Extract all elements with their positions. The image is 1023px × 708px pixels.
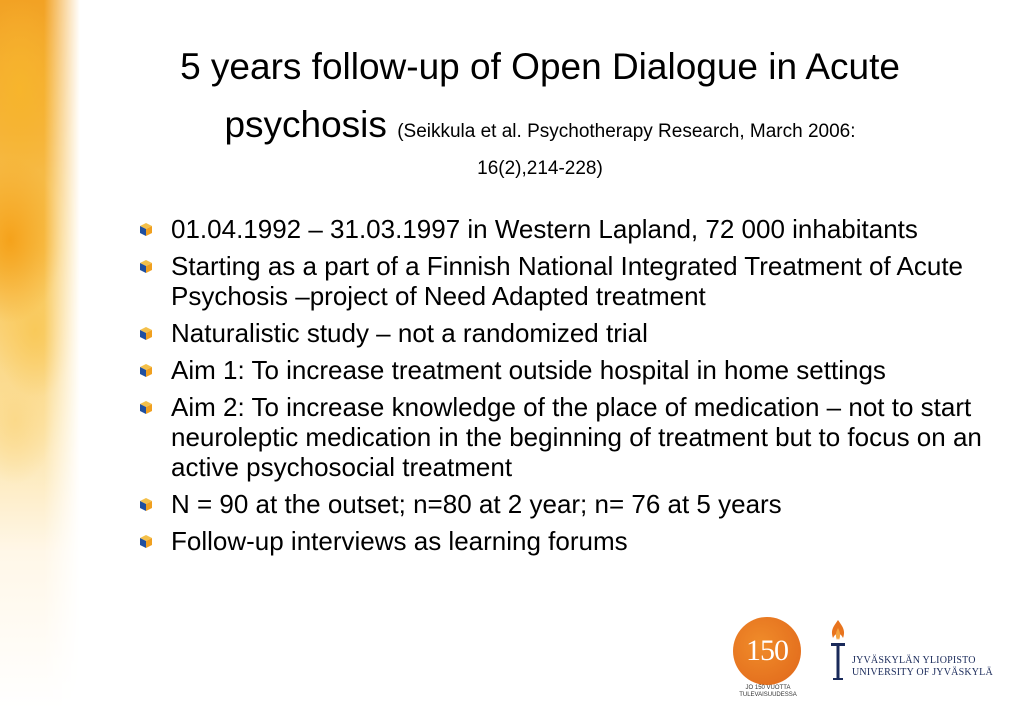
anniversary-150-logo (733, 617, 801, 685)
title-psychosis: psychosis (224, 104, 387, 145)
bullet-text: Aim 2: To increase knowledge of the place of medication – not to start neuroleptic medication in the beginning of treatment but to focus on an active psychosocial treatment (171, 392, 982, 482)
bullet-item (140, 489, 1000, 519)
university-name-fi: JYVÄSKYLÄN YLIOPISTO (852, 655, 976, 666)
university-torch-emblem-icon (826, 618, 850, 682)
anniversary-caption (728, 685, 808, 699)
anniversary-caption-line-1: JO 150 VUOTTA (745, 685, 791, 691)
bullet-item (140, 318, 1000, 348)
bullet-list (140, 214, 1000, 563)
university-name (852, 655, 993, 679)
bullet-text: N = 90 at the outset; n=80 at 2 year; n= 76 at 5 years (171, 489, 782, 519)
bullet-item (140, 355, 1000, 385)
citation-part-1: (Seikkula et al. Psychotherapy Research, March 2006: (397, 121, 856, 142)
bullet-item (140, 526, 1000, 556)
cube-bullet-icon (140, 223, 152, 236)
bullet-text: 01.04.1992 – 31.03.1997 in Western Lapland, 72 000 inhabitants (171, 214, 918, 244)
cube-bullet-icon (140, 401, 152, 414)
bullet-text: Starting as a part of a Finnish National Integrated Treatment of Acute Psychosis –project of Need Adapted treatment (171, 251, 964, 311)
bullet-text: Naturalistic study – not a randomized trial (171, 318, 648, 348)
decorative-leaf-border (0, 0, 80, 708)
bullet-item (140, 392, 1000, 482)
cube-bullet-icon (140, 260, 152, 273)
cube-bullet-icon (140, 327, 152, 340)
anniversary-number: 150 (746, 634, 788, 667)
cube-bullet-icon (140, 535, 152, 548)
title-line-2 (80, 96, 1000, 182)
bullet-text: Aim 1: To increase treatment outside hospital in home settings (171, 355, 886, 385)
bullet-item (140, 214, 1000, 244)
citation-part-2: 16(2),214-228) (477, 158, 603, 179)
university-name-en: UNIVERSITY OF JYVÄSKYLÄ (852, 667, 993, 678)
slide-title (80, 38, 1000, 182)
cube-bullet-icon (140, 364, 152, 377)
bullet-text: Follow-up interviews as learning forums (171, 526, 628, 556)
cube-bullet-icon (140, 498, 152, 511)
bullet-item (140, 251, 1000, 311)
title-line-1: 5 years follow-up of Open Dialogue in Acute (180, 46, 900, 87)
anniversary-caption-line-2: TULEVAISUUDESSA (739, 692, 797, 698)
